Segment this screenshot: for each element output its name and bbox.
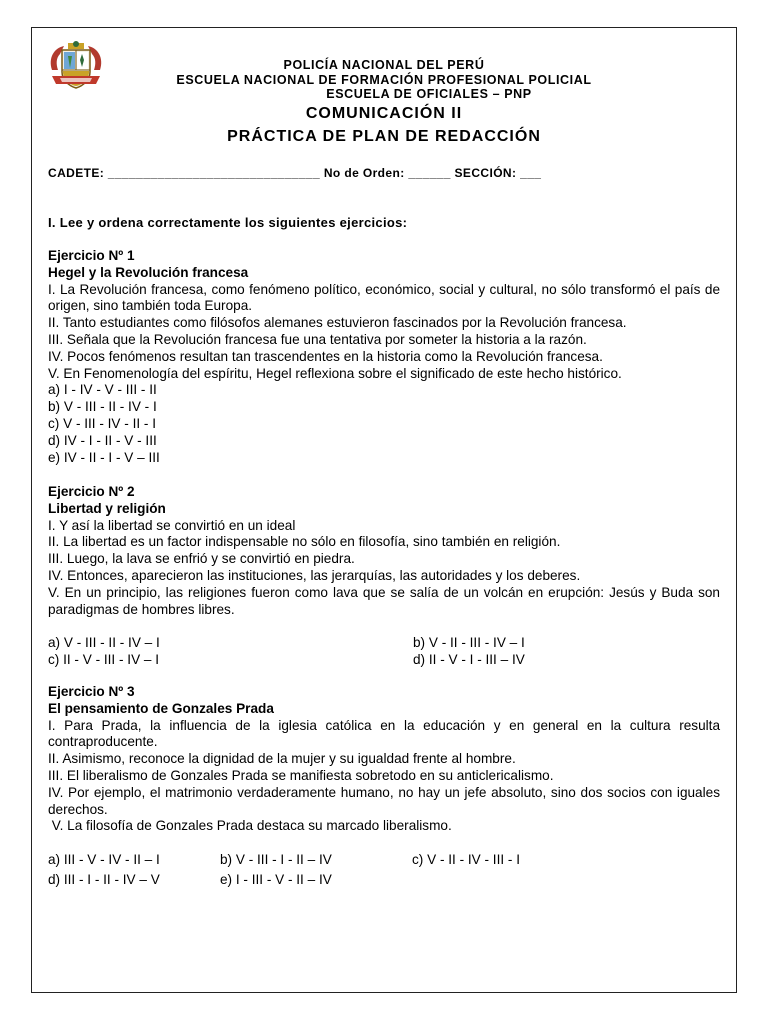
exercise-title: El pensamiento de Gonzales Prada: [48, 700, 274, 716]
page-frame: [31, 27, 737, 993]
exercise-label: Ejercicio Nº 3: [48, 684, 135, 699]
statement: III. Señala que la Revolución francesa fue una tentativa por someter la historia a la razón.: [48, 331, 587, 347]
option-e: e) IV - II - I - V – III: [48, 449, 160, 465]
statement: II. La libertad es un factor indispensable no sólo en filosofía, sino también en religión.: [48, 534, 561, 550]
option-c: c) V - III - IV - II - I: [48, 415, 156, 431]
statement: II. Tanto estudiantes como filósofos alemanes estuvieron fascinados por la Revolución francesa.: [48, 315, 627, 331]
school-name: ESCUELA NACIONAL DE FORMACIÓN PROFESIONAL POLICIAL: [176, 73, 592, 87]
option-d: d) IV - I - II - V - III: [48, 432, 157, 448]
option-c: c) II - V - III - IV – I: [48, 652, 160, 668]
statement: IV. Por ejemplo, el matrimonio verdaderamente humano, no hay un jefe absoluto, sino dos socios con iguales derechos.: [48, 784, 720, 817]
option-c: c) V - II - IV - III - I: [412, 852, 520, 868]
statement: V. En un principio, las religiones fueron como lava que se salía de un volcán en erupción: Jesús y Buda son paradigmas de hombres libres.: [48, 584, 720, 617]
statement: IV. Entonces, aparecieron las instituciones, las jerarquías, las autoridades y los deberes.: [48, 567, 581, 583]
instructions-heading: I. Lee y ordena correctamente los siguientes ejercicios:: [48, 215, 408, 230]
option-d: d) III - I - II - IV – V: [48, 871, 160, 887]
option-a: a) III - V - IV - II – I: [48, 852, 160, 868]
institution-name: POLICÍA NACIONAL DEL PERÚ: [283, 58, 485, 72]
option-d: d) II - V - I - III – IV: [413, 652, 525, 668]
exercise-label: Ejercicio Nº 1: [48, 248, 135, 263]
option-b: b) V - III - II - IV - I: [48, 399, 157, 415]
exercise-label: Ejercicio Nº 2: [48, 484, 135, 499]
statement: IV. Pocos fenómenos resultan tan trascendentes en la historia como la Revolución francesa.: [48, 348, 603, 364]
option-b: b) V - II - III - IV – I: [413, 635, 525, 651]
statement: V. La filosofía de Gonzales Prada destaca su marcado liberalismo.: [48, 818, 452, 834]
option-e: e) I - III - V - II – IV: [220, 871, 332, 887]
option-a: a) V - III - II - IV – I: [48, 635, 160, 651]
exercise-1: [48, 248, 720, 466]
exercise-3: [48, 684, 720, 889]
school-subname: ESCUELA DE OFICIALES – PNP: [326, 87, 532, 101]
exercise-title: Hegel y la Revolución francesa: [48, 264, 249, 280]
statement: I. La Revolución francesa, como fenómeno político, económico, social y cultural, no sólo transformó el país de origen, sino también toda Europa.: [48, 281, 720, 314]
exercise-2: [48, 484, 720, 669]
statement: III. Luego, la lava se enfrió y se convirtió en piedra.: [48, 551, 355, 567]
student-info-line: CADETE: ______________________________ No de Orden: ______ SECCIÓN: ___: [48, 166, 542, 180]
statement: V. En Fenomenología del espíritu, Hegel reflexiona sobre el significado de este hecho histórico.: [48, 365, 622, 381]
statement: I. Para Prada, la influencia de la iglesia católica en la educación y en general en la cultura resulta contraproducente.: [48, 717, 720, 750]
exercise-title: Libertad y religión: [48, 500, 166, 516]
option-b: b) V - III - I - II – IV: [220, 852, 332, 868]
option-a: a) I - IV - V - III - II: [48, 382, 157, 398]
statement: III. El liberalismo de Gonzales Prada se manifiesta sobretodo en su anticlericalismo.: [48, 767, 554, 783]
practice-title: PRÁCTICA DE PLAN DE REDACCIÓN: [227, 128, 541, 145]
statement: II. Asimismo, reconoce la dignidad de la mujer y su igualdad frente al hombre.: [48, 751, 516, 767]
course-title: COMUNICACIÓN II: [305, 105, 463, 122]
statement: I. Y así la libertad se convirtió en un ideal: [48, 517, 296, 533]
